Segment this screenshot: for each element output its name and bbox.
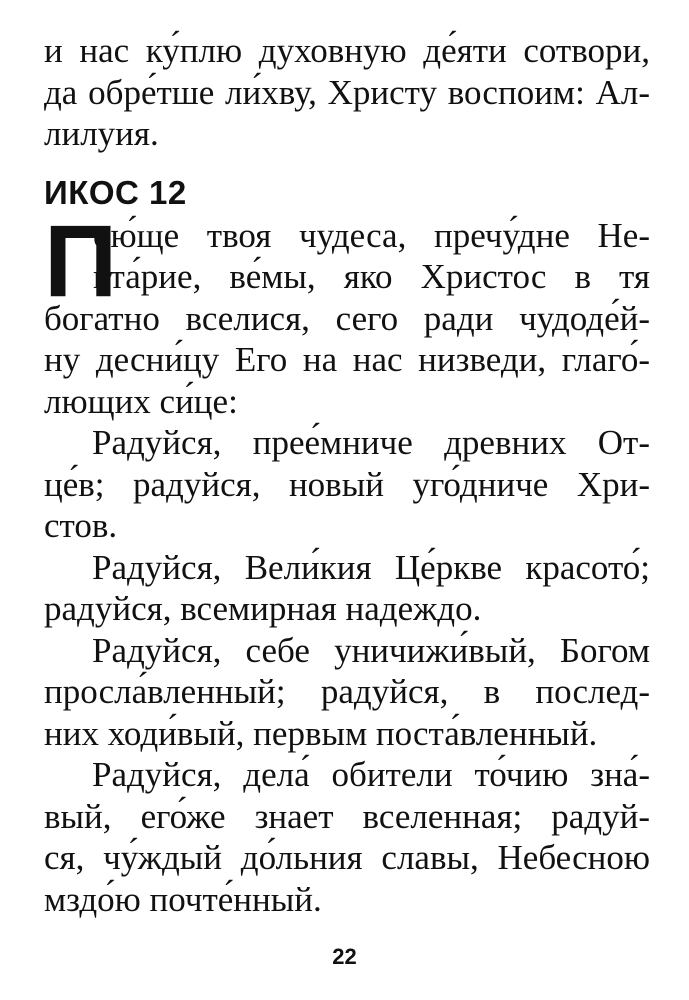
opening-paragraph: [44, 30, 650, 155]
text-line: Радуйся, себе уничижи́вый, Богом: [92, 630, 650, 670]
text-line: богатно вселися, сего ради чудоде́й-: [44, 298, 650, 338]
verse-4: [44, 754, 650, 920]
verse-1: [44, 422, 650, 547]
text-line: да обре́тше ли́хву, Христу воспоим: Ал-: [44, 72, 650, 112]
text-line: них ходи́вый, первым поста́вленный.: [44, 713, 598, 753]
text-line: стов.: [44, 506, 118, 545]
page-number: 22: [332, 944, 357, 969]
text-line: кта́рие, ве́мы, яко Христос в тя: [93, 257, 650, 296]
text-line: Радуйся, Вели́кия Це́ркве красото́;: [92, 547, 650, 587]
text-line: и нас ку́плю духовную де́яти сотвори,: [44, 31, 650, 70]
text-line: вый, его́же знает вселенная; радуй-: [44, 796, 650, 836]
text-line: радуйся, всемирная надеждо.: [44, 589, 482, 628]
text-line: лилуия.: [44, 114, 159, 153]
text-line: лющих си́це:: [44, 381, 238, 421]
text-line: мздо́ю почте́нный.: [44, 879, 322, 919]
verse-3: [44, 630, 650, 755]
text-line: Радуйся, дела́ обители то́чию зна́-: [92, 755, 650, 794]
ikos-paragraph: [44, 203, 650, 423]
text-line: ою́ще твоя чудеса, пречу́дне Не-: [93, 215, 650, 255]
verse-2: [44, 547, 650, 630]
drop-cap: П: [44, 203, 118, 318]
text-line: це́в; радуйся, новый уго́дниче Хри-: [44, 464, 650, 504]
text-line: просла́вленный; радуйся, в послед-: [44, 672, 650, 711]
text-line: ся, чу́ждый до́льния славы, Небесною: [44, 838, 650, 877]
text-body: [44, 30, 650, 920]
text-line: Радуйся, прее́мниче древних От-: [92, 423, 650, 462]
text-line: ну десни́цу Его на нас низведи, глаго́-: [44, 340, 650, 379]
ikos-heading: ИКОС 12: [44, 173, 187, 211]
